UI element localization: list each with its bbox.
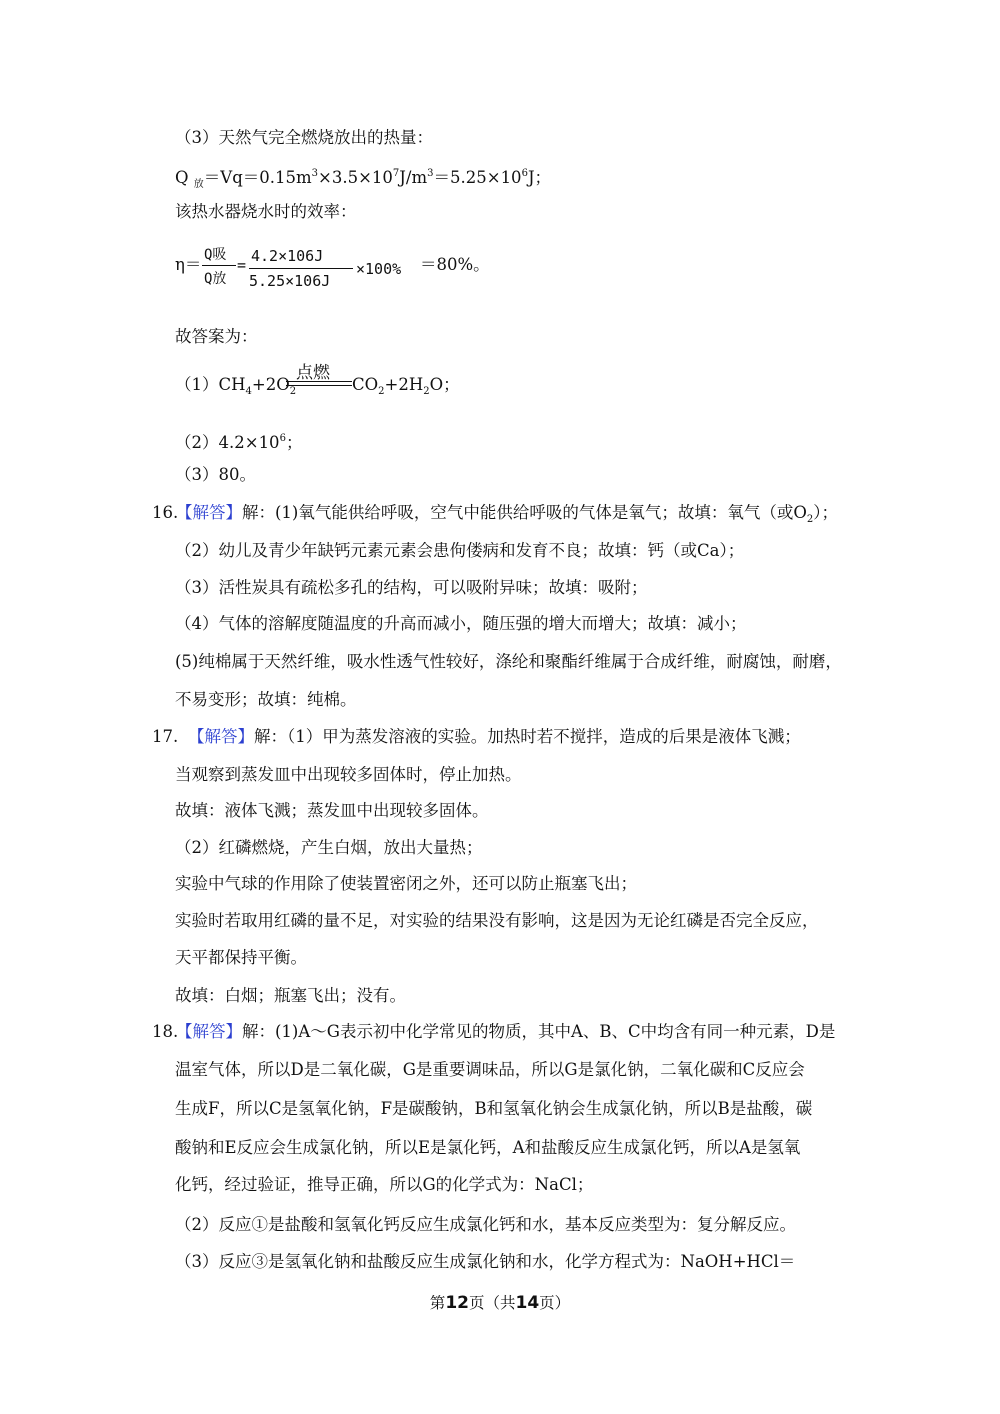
page-number: 12 — [445, 1293, 469, 1313]
question-number: 17. — [152, 727, 179, 746]
heat-formula: Q $_放=Vq=0.15m^3\times 3.5\times 10^7J/m^3=5.25\times 10^6J$； — [175, 168, 552, 190]
answer-2: $(2)4.2\times 10^6$； — [175, 433, 303, 452]
answer-heading: 故答案为： — [175, 327, 258, 346]
q15-part3-heading: （3）天然气完全燃烧放出的热量： — [175, 128, 433, 147]
efficiency-heading: 该热水器烧水时的效率： — [175, 202, 357, 221]
answer-tag: 【解答】 — [176, 503, 242, 522]
circled-3: ③ — [251, 1252, 268, 1271]
page-total: 14 — [515, 1293, 540, 1313]
question-number: 18. — [152, 1022, 179, 1041]
answer-tag: 【解答】 — [176, 1022, 242, 1041]
answer-tag: 【解答】 — [188, 727, 254, 746]
reaction-condition: 点燃 — [296, 363, 330, 383]
circled-1: ① — [251, 1215, 268, 1234]
answer-3: （3）80。 — [175, 465, 256, 484]
question-number: 16. — [152, 503, 179, 522]
page-footer: 第12页（共14页） — [429, 1293, 571, 1313]
